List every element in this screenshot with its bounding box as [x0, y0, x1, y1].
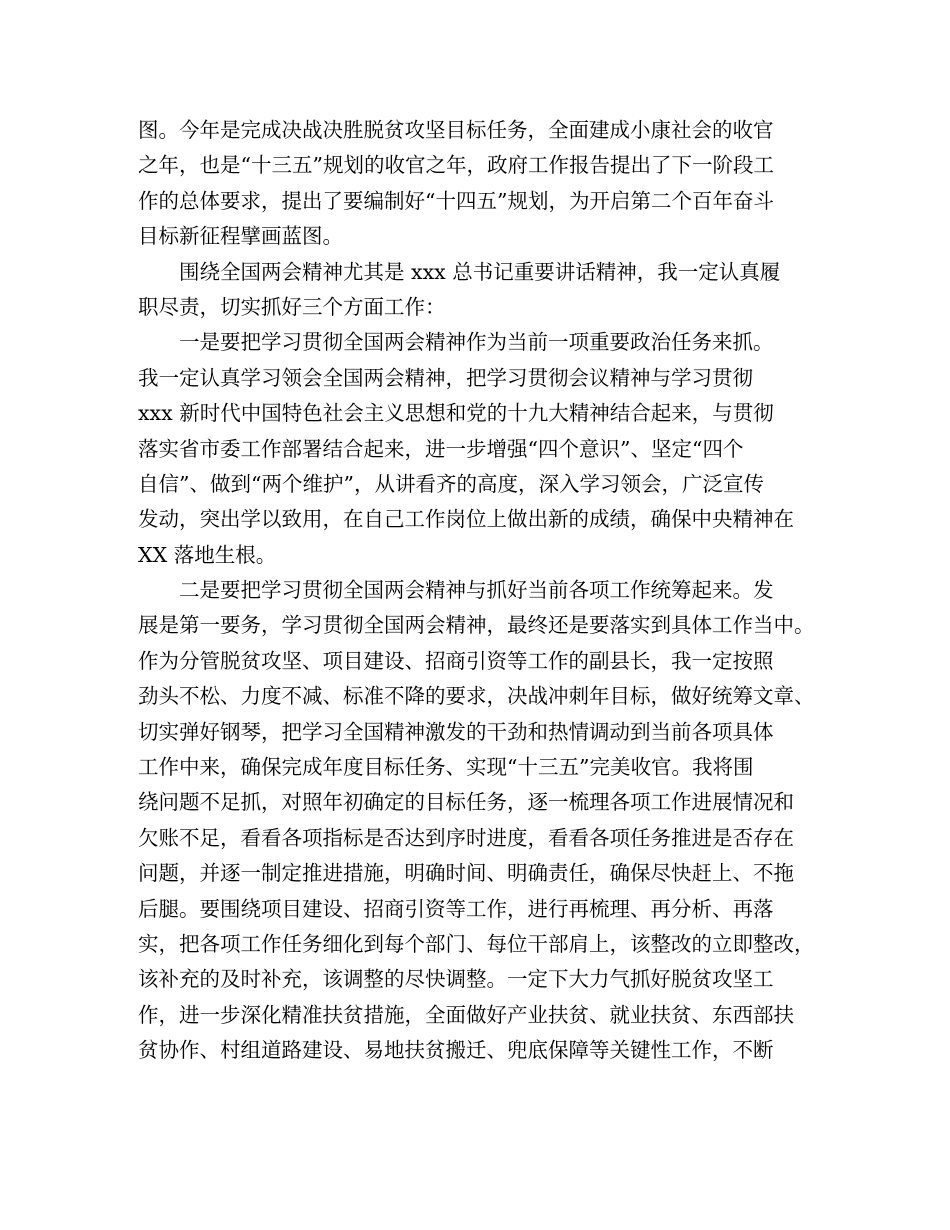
text-line: 实，把各项工作任务细化到每个部门、每位干部肩上，该整改的立即整改，	[138, 931, 815, 956]
text-line: 我一定认真学习领会全国两会精神，把学习贯彻会议精神与学习贯彻	[138, 365, 753, 390]
text-line: 之年，也是“十三五”规划的收官之年，政府工作报告提出了下一阶段工	[138, 153, 774, 178]
text-line: 后腿。要围绕项目建设、招商引资等工作，进行再梳理、再分析、再落	[138, 896, 774, 921]
text-line: 作，进一步深化精准扶贫措施，全面做好产业扶贫、就业扶贫、东西部扶	[138, 1002, 794, 1027]
text-line: 作的总体要求，提出了要编制好“十四五”规划，为开启第二个百年奋斗	[138, 188, 774, 213]
text-line: 二是要把学习贯彻全国两会精神与抓好当前各项工作统筹起来。发	[138, 578, 774, 603]
text-line: 自信”、做到“两个维护”，从讲看齐的高度，深入学习领会，广泛宣传	[138, 471, 764, 496]
text-line: 发动，突出学以致用，在自己工作岗位上做出新的成绩，确保中央精神在	[138, 507, 794, 532]
text-line: 绕问题不足抓，对照年初确定的目标任务，逐一梳理各项工作进展情况和	[138, 790, 794, 815]
text-line: 围绕全国两会精神尤其是 xxx 总书记重要讲话精神，我一定认真履	[138, 259, 781, 284]
text-line: 问题，并逐一制定推进措施，明确时间、明确责任，确保尽快赶上、不拖	[138, 861, 794, 886]
text-line: 作为分管脱贫攻坚、项目建设、招商引资等工作的副县长，我一定按照	[138, 648, 774, 673]
text-line: 展是第一要务，学习贯彻全国两会精神，最终还是要落实到具体工作当中。	[138, 613, 815, 638]
text-line: xxx 新时代中国特色社会主义思想和党的十九大精神结合起来，与贯彻	[138, 401, 774, 426]
text-line: 目标新征程擘画蓝图。	[138, 224, 343, 249]
text-line: 贫协作、村组道路建设、易地扶贫搬迁、兜底保障等关键性工作，不断	[138, 1038, 774, 1063]
text-line: 职尽责，切实抓好三个方面工作：	[138, 294, 446, 319]
text-line: 该补充的及时补充，该调整的尽快调整。一定下大力气抓好脱贫攻坚工	[138, 967, 774, 992]
text-line: 一是要把学习贯彻全国两会精神作为当前一项重要政治任务来抓。	[138, 330, 774, 355]
text-line: XX 落地生根。	[138, 542, 277, 567]
text-line: 落实省市委工作部署结合起来，进一步增强“四个意识”、坚定“四个	[138, 436, 744, 461]
text-line: 切实弹好钢琴，把学习全国精神激发的干劲和热情调动到当前各项具体	[138, 719, 774, 744]
text-line: 工作中来，确保完成年度目标任务、实现“十三五”完美收官。我将围	[138, 755, 754, 780]
text-line: 劲头不松、力度不减、标准不降的要求，决战冲刺年目标，做好统筹文章、	[138, 684, 815, 709]
document-body-text	[138, 113, 828, 1069]
text-line: 图。今年是完成决战决胜脱贫攻坚目标任务，全面建成小康社会的收官	[138, 118, 774, 142]
text-line: 欠账不足，看看各项指标是否达到序时进度，看看各项任务推进是否存在	[138, 825, 794, 850]
